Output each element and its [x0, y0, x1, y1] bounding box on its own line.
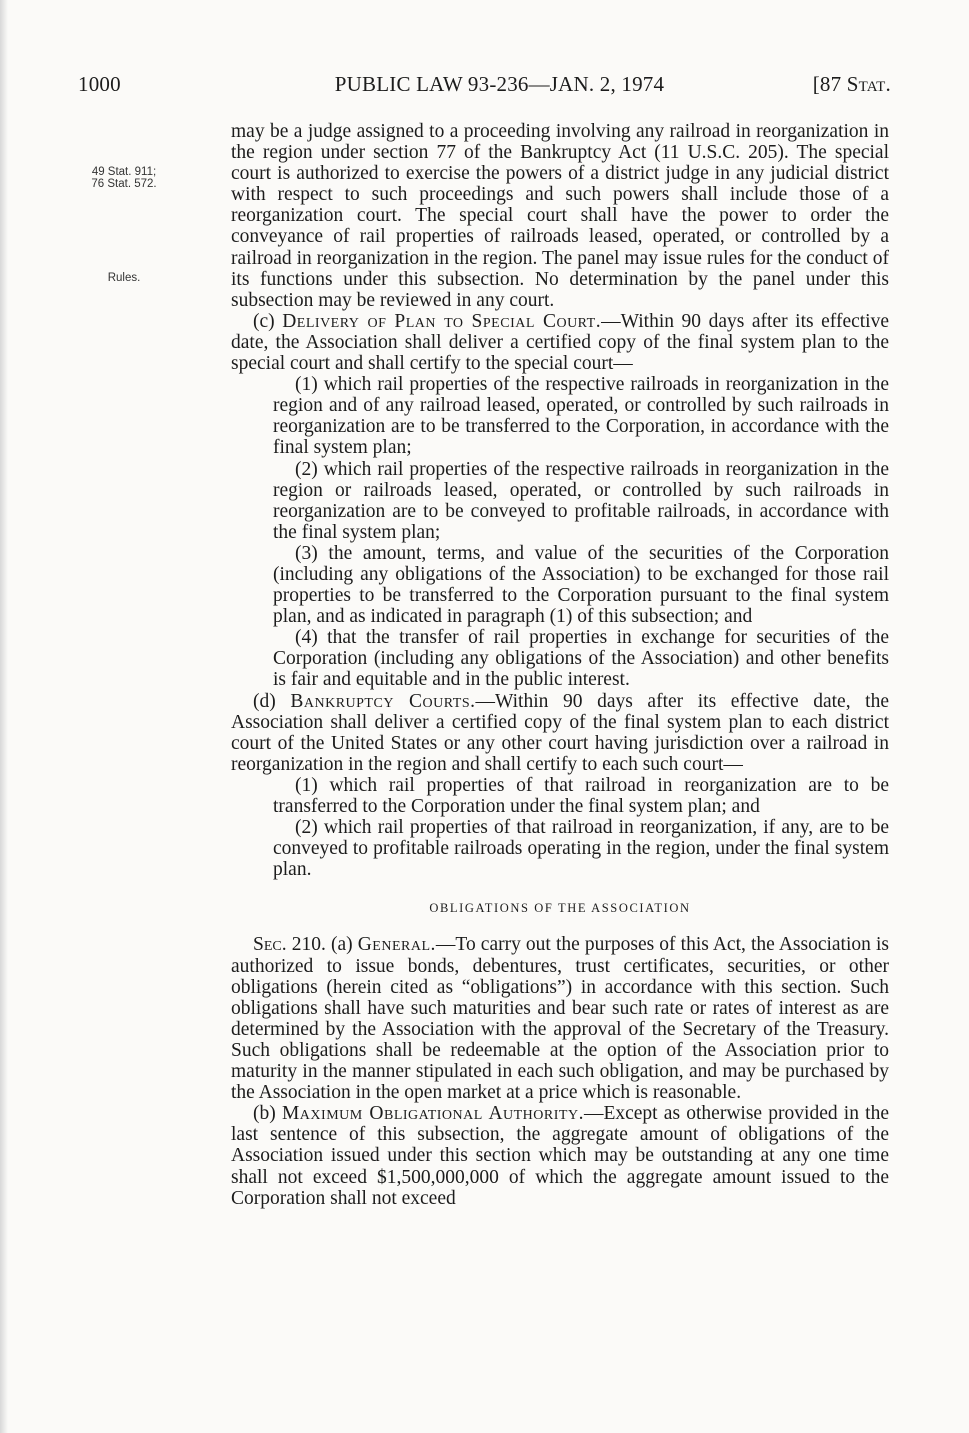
- subsection-label: (b): [253, 1103, 276, 1125]
- subsection-title: Bankruptcy Courts.: [290, 690, 476, 712]
- subsection-text: —To carry out the purposes of this Act, the Association is authorized to issue bonds, debentures, trust certificates, securities, or other obligations (herein cited as “obligations”) in accordance with this section. Such obligations shall have such maturities and bear such rate or rates of interest as are determined by the Association with the approval of the Secretary of the Treasury. Such obligations shall be redeemable at the option of the Association prior to maturity in the manner stipulated in each such obligation, and may be purchased by the Association in the open market at a price which is reasonable.: [231, 934, 889, 1104]
- subsection-label: (c): [253, 310, 275, 332]
- clause-d1: (1) which rail properties of that railroad in reorganization are to be transferred to the Corporation under the final system plan; and: [273, 774, 889, 817]
- page-title: PUBLIC LAW 93-236—JAN. 2, 1974: [334, 72, 665, 96]
- document-body: [231, 121, 889, 1209]
- section-210-a: [231, 934, 889, 1103]
- section-number: 210. (a): [291, 934, 353, 956]
- section-heading: OBLIGATIONS OF THE ASSOCIATION: [429, 901, 691, 916]
- clause-c3: (3) the amount, terms, and value of the securities of the Corporation (including any obligations of the Association) to be exchanged for those rail properties to be transferred to the Corporation pursuant to the final system plan, and as indicated in paragraph (1) of this subsection; and: [273, 542, 889, 628]
- subsection-d: [231, 691, 889, 775]
- subsection-b: [231, 1103, 889, 1208]
- subsection-title: Delivery of Plan to Special Court.: [282, 310, 602, 332]
- margin-note-line: 49 Stat. 911;: [91, 166, 157, 178]
- subsection-text: —Except as otherwise provided in the last sentence of this subsection, the aggregate amount of obligations of the Association issued under this section which may be outstanding at any one time shall not exceed $1,500,000,000 of which the aggregate amount issued to the Corporation shall not exceed: [231, 1103, 890, 1209]
- clause-d2: (2) which rail properties of that railroad in reorganization, if any, are to be conveyed to profitable railroads operating in the region, under the final system plan.: [273, 817, 889, 881]
- subsection-text: —Within 90 days after its effective date, the Association shall deliver a certified copy of the final system plan to the special court and shall certify to the special court—: [231, 310, 889, 375]
- subsection-c: [231, 311, 889, 374]
- clause-c1: (1) which rail properties of the respective railroads in reorganization in the region and of any railroad leased, operated, or controlled by such railroads in reorganization are to be transferred to the Corporation, in accordance with the final system plan;: [273, 374, 889, 459]
- subsection-label: (d): [253, 690, 276, 712]
- page-header: [78, 72, 891, 100]
- clause-c2: (2) which rail properties of the respective railroads in reorganization in the region or railroads leased, operated, or controlled by such railroads in reorganization are to be conveyed to profitable railroads, in accordance with the final system plan;: [273, 458, 889, 543]
- margin-note-rules: Rules.: [107, 272, 141, 284]
- clause-c4: (4) that the transfer of rail properties in exchange for securities of the Corporation (including any obligations of the Association) and other benefits is fair and equitable and in the public interest.: [273, 627, 889, 691]
- subsection-title: Maximum Obligational Authority.: [281, 1103, 584, 1125]
- section-label: Sec.: [253, 934, 287, 956]
- subsection-text: —Within 90 days after its effective date, the Association shall deliver a certified copy of the final system plan to each district court of the United States or any other court having jurisdiction over a railroad in reorganization in the region and shall certify to each such court—: [231, 690, 890, 775]
- statute-reference: [87 Stat.: [812, 72, 891, 96]
- margin-note-line: 76 Stat. 572.: [91, 178, 157, 190]
- subsection-title: General.: [357, 934, 436, 956]
- page-number: 1000: [78, 72, 121, 96]
- page-binding-edge: [0, 0, 8, 1433]
- margin-note-stat-citation: [60, 166, 188, 190]
- paragraph-continued: may be a judge assigned to a proceeding involving any railroad in reorganization in the region under section 77 of the Bankruptcy Act (11 U.S.C. 205). The special court is authorized to exercise the powers of a district judge in any judicial district with respect to such proceedings and such powers shall include those of a reorganization court. The special court shall have the power to order the conveyance of rail properties of railroads leased, operated, or controlled by a railroad in reorganization in the region. The panel may issue rules for the conduct of its functions under this subsection. No determination by the panel under this subsection may be reviewed in any court.: [231, 121, 889, 311]
